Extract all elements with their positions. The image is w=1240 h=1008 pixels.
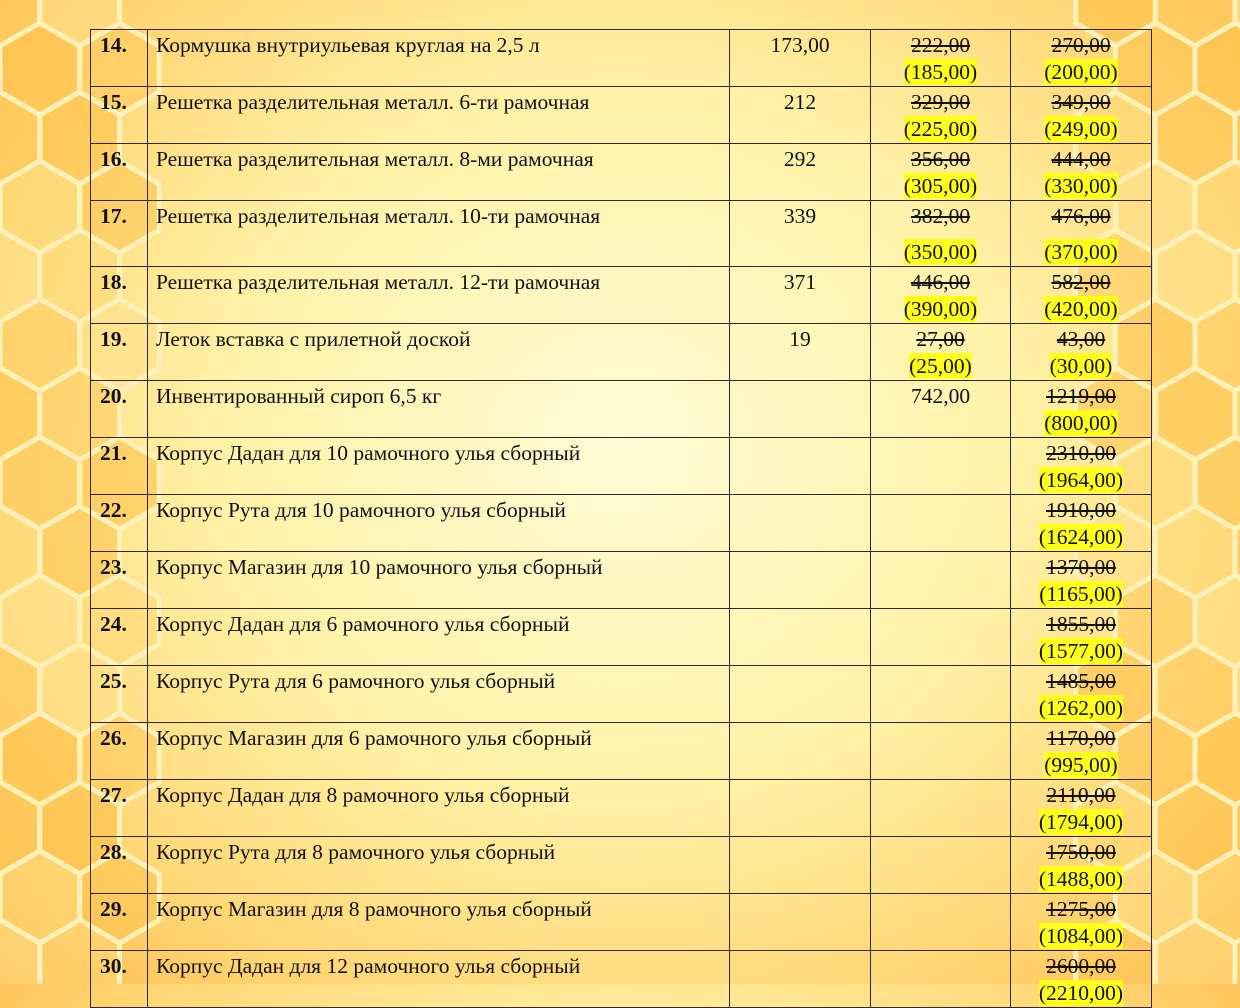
price-cell-retail <box>1011 552 1152 609</box>
price-cell-retail <box>1011 723 1152 780</box>
product-name: Решетка разделительная металл. 12-ти рамочная <box>148 267 730 324</box>
price-cell-retail <box>1011 267 1152 324</box>
quantity-cell <box>730 723 871 780</box>
table-row <box>91 609 1152 666</box>
product-name: Корпус Магазин для 8 рамочного улья сборный <box>148 894 730 951</box>
old-price: 2110,00 <box>1046 783 1116 807</box>
quantity-cell <box>730 381 871 438</box>
old-price: 1750,00 <box>1046 840 1116 864</box>
new-price: (225,00) <box>903 117 978 141</box>
new-price: (800,00) <box>1044 411 1118 435</box>
row-number: 25. <box>91 666 148 723</box>
old-price: 446,00 <box>910 270 971 294</box>
old-price: 1275,00 <box>1046 897 1116 921</box>
row-number: 23. <box>91 552 148 609</box>
old-price: 382,00 <box>910 204 971 228</box>
price-cell-retail <box>1011 837 1152 894</box>
new-price: (1794,00) <box>1038 810 1124 834</box>
new-price: (1165,00) <box>1039 582 1123 606</box>
price-cell-wholesale <box>871 324 1011 381</box>
new-price: (1624,00) <box>1038 525 1124 549</box>
quantity-cell <box>730 609 871 666</box>
quantity-value: 173,00 <box>770 33 830 57</box>
price-cell-wholesale <box>871 723 1011 780</box>
table-row <box>91 438 1152 495</box>
price-cell-wholesale <box>871 201 1011 267</box>
row-number: 28. <box>91 837 148 894</box>
quantity-cell <box>730 780 871 837</box>
product-name: Инвентированный сироп 6,5 кг <box>148 381 730 438</box>
product-name: Корпус Дадан для 8 рамочного улья сборный <box>148 780 730 837</box>
new-price: (1488,00) <box>1038 867 1124 891</box>
price-cell-retail <box>1011 30 1152 87</box>
old-price: 270,00 <box>1051 33 1111 57</box>
old-price: 27,00 <box>916 327 965 351</box>
price-cell-wholesale <box>871 609 1011 666</box>
new-price: (1262,00) <box>1038 696 1124 720</box>
row-number: 29. <box>91 894 148 951</box>
price-cell-wholesale <box>871 666 1011 723</box>
price-value: 742,00 <box>910 384 971 408</box>
new-price: (390,00) <box>903 297 978 321</box>
quantity-cell <box>730 30 871 87</box>
table-row <box>91 894 1152 951</box>
quantity-cell <box>730 201 871 267</box>
product-name: Корпус Дадан для 10 рамочного улья сборный <box>148 438 730 495</box>
new-price: (185,00) <box>903 60 978 84</box>
new-price: (420,00) <box>1044 297 1118 321</box>
table-row <box>91 30 1152 87</box>
product-name: Решетка разделительная металл. 8-ми рамочная <box>148 144 730 201</box>
quantity-cell <box>730 951 871 1008</box>
table-row <box>91 951 1152 1008</box>
price-cell-wholesale <box>871 951 1011 1008</box>
table-row <box>91 381 1152 438</box>
row-number: 24. <box>91 609 148 666</box>
product-name: Корпус Дадан для 6 рамочного улья сборный <box>148 609 730 666</box>
quantity-cell <box>730 87 871 144</box>
product-name: Корпус Рута для 10 рамочного улья сборный <box>148 495 730 552</box>
quantity-cell <box>730 438 871 495</box>
row-number: 14. <box>91 30 148 87</box>
table-row <box>91 780 1152 837</box>
quantity-value: 212 <box>783 90 817 114</box>
price-cell-retail <box>1011 438 1152 495</box>
old-price: 1485,00 <box>1046 669 1116 693</box>
price-cell-retail <box>1011 87 1152 144</box>
quantity-value: 292 <box>783 147 817 171</box>
old-price: 1855,00 <box>1046 612 1116 636</box>
old-price: 2600,00 <box>1046 954 1116 978</box>
price-cell-retail <box>1011 201 1152 267</box>
table-row <box>91 87 1152 144</box>
quantity-cell <box>730 495 871 552</box>
price-cell-wholesale <box>871 894 1011 951</box>
price-cell-wholesale <box>871 837 1011 894</box>
price-cell-wholesale <box>871 780 1011 837</box>
new-price: (370,00) <box>1044 240 1118 264</box>
product-name: Решетка разделительная металл. 10-ти рамочная <box>148 201 730 267</box>
table-row <box>91 144 1152 201</box>
row-number: 30. <box>91 951 148 1008</box>
price-cell-wholesale <box>871 30 1011 87</box>
old-price: 349,00 <box>1051 90 1111 114</box>
quantity-value: 371 <box>783 270 817 294</box>
product-name: Леток вставка с прилетной доской <box>148 324 730 381</box>
row-number: 18. <box>91 267 148 324</box>
price-cell-wholesale <box>871 144 1011 201</box>
new-price: (30,00) <box>1049 354 1113 378</box>
table-row <box>91 723 1152 780</box>
table-row <box>91 201 1152 267</box>
quantity-value: 19 <box>789 327 811 351</box>
new-price: (995,00) <box>1044 753 1118 777</box>
quantity-cell <box>730 267 871 324</box>
new-price: (1964,00) <box>1038 468 1124 492</box>
product-name: Корпус Магазин для 6 рамочного улья сборный <box>148 723 730 780</box>
quantity-cell <box>730 837 871 894</box>
product-name: Решетка разделительная металл. 6-ти рамочная <box>148 87 730 144</box>
product-name: Корпус Рута для 6 рамочного улья сборный <box>148 666 730 723</box>
quantity-cell <box>730 144 871 201</box>
old-price: 444,00 <box>1051 147 1111 171</box>
table-row <box>91 666 1152 723</box>
quantity-cell <box>730 666 871 723</box>
row-number: 19. <box>91 324 148 381</box>
table-row <box>91 837 1152 894</box>
new-price: (330,00) <box>1044 174 1118 198</box>
price-cell-wholesale <box>871 552 1011 609</box>
price-cell-retail <box>1011 324 1152 381</box>
price-cell-retail <box>1011 666 1152 723</box>
price-cell-retail <box>1011 894 1152 951</box>
new-price: (2210,00) <box>1038 981 1124 1005</box>
row-number: 26. <box>91 723 148 780</box>
table-row <box>91 552 1152 609</box>
price-cell-wholesale <box>871 438 1011 495</box>
price-cell-retail <box>1011 780 1152 837</box>
row-number: 15. <box>91 87 148 144</box>
price-cell-retail <box>1011 144 1152 201</box>
table-row <box>91 267 1152 324</box>
price-cell-retail <box>1011 951 1152 1008</box>
quantity-value: 339 <box>783 204 817 228</box>
old-price: 222,00 <box>910 33 971 57</box>
old-price: 1910,00 <box>1046 498 1116 522</box>
old-price: 1170,00 <box>1046 726 1116 750</box>
old-price: 1370,00 <box>1046 555 1116 579</box>
table-row <box>91 495 1152 552</box>
old-price: 476,00 <box>1051 204 1111 228</box>
table-row <box>91 324 1152 381</box>
row-number: 17. <box>91 201 148 267</box>
quantity-cell <box>730 552 871 609</box>
old-price: 1219,00 <box>1046 384 1116 408</box>
new-price: (1084,00) <box>1038 924 1124 948</box>
row-number: 22. <box>91 495 148 552</box>
price-cell-retail <box>1011 495 1152 552</box>
quantity-cell <box>730 324 871 381</box>
product-name: Корпус Магазин для 10 рамочного улья сборный <box>148 552 730 609</box>
new-price: (1577,00) <box>1038 639 1124 663</box>
row-number: 20. <box>91 381 148 438</box>
new-price: (350,00) <box>903 240 978 264</box>
old-price: 2310,00 <box>1046 441 1116 465</box>
product-name: Корпус Дадан для 12 рамочного улья сборный <box>148 951 730 1008</box>
product-name: Корпус Рута для 8 рамочного улья сборный <box>148 837 730 894</box>
new-price: (305,00) <box>903 174 978 198</box>
new-price: (249,00) <box>1044 117 1118 141</box>
row-number: 21. <box>91 438 148 495</box>
old-price: 582,00 <box>1051 270 1111 294</box>
row-number: 16. <box>91 144 148 201</box>
old-price: 329,00 <box>910 90 971 114</box>
product-name: Кормушка внутриульевая круглая на 2,5 л <box>148 30 730 87</box>
price-cell-wholesale <box>871 267 1011 324</box>
row-number: 27. <box>91 780 148 837</box>
old-price: 43,00 <box>1056 327 1106 351</box>
quantity-cell <box>730 894 871 951</box>
price-cell-wholesale <box>871 381 1011 438</box>
old-price: 356,00 <box>910 147 971 171</box>
new-price: (200,00) <box>1044 60 1118 84</box>
price-cell-wholesale <box>871 87 1011 144</box>
price-table <box>90 29 1152 1008</box>
price-cell-retail <box>1011 609 1152 666</box>
price-cell-retail <box>1011 381 1152 438</box>
new-price: (25,00) <box>909 354 972 378</box>
price-cell-wholesale <box>871 495 1011 552</box>
